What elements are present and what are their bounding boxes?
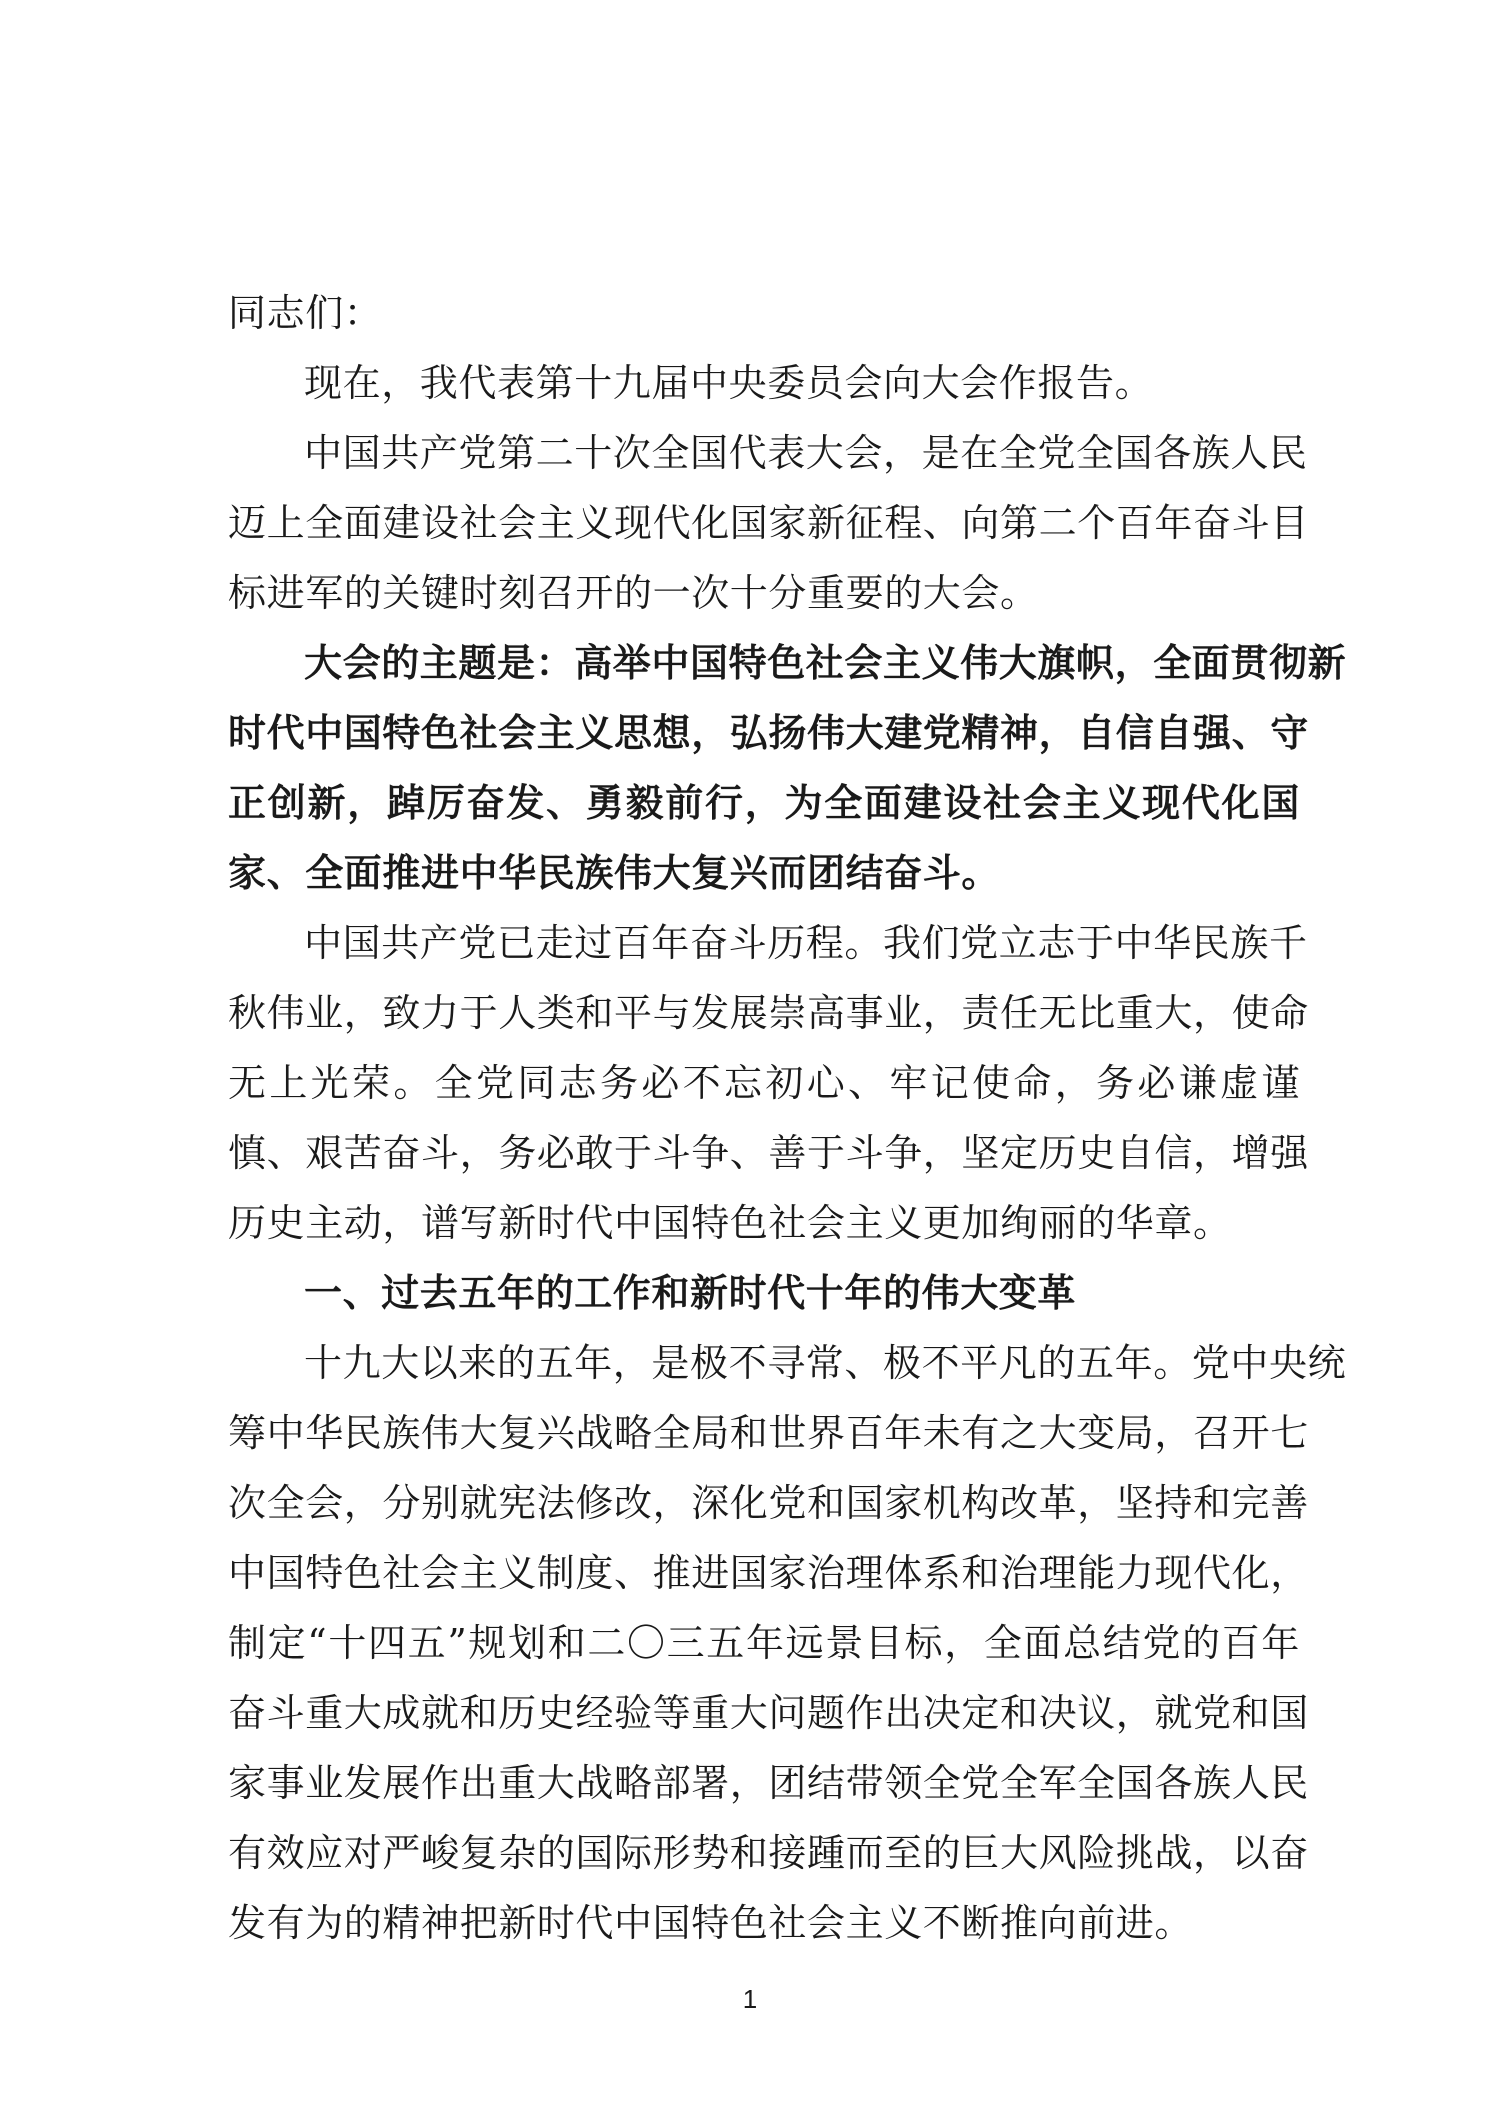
paragraph-line: 发有为的精神把新时代中国特色社会主义不断推向前进。 [228, 1901, 1194, 1945]
paragraph-line: 迈上全面建设社会主义现代化国家新征程、向第二个百年奋斗目 [228, 501, 1309, 545]
paragraph-opening [228, 348, 1300, 418]
page-number: 1 [742, 1984, 758, 2014]
document-body [228, 278, 1347, 1958]
theme-first: 高举中国特色社会主义伟大旗帜，全面贯彻新 [574, 641, 1347, 685]
paragraph-line: 无上光荣。全党同志务必不忘初心、牢记使命，务必谦虚谨 [228, 1061, 1300, 1105]
paragraph-line: 中国共产党已走过百年奋斗历程。我们党立志于中华民族千 [304, 921, 1308, 965]
paragraph-line: 次全会，分别就宪法修改，深化党和国家机构改革，坚持和完善 [228, 1481, 1309, 1525]
paragraph-theme [228, 628, 1347, 908]
paragraph-line: 慎、艰苦奋斗，务必敢于斗争、善于斗争，坚定历史自信，增强 [228, 1131, 1309, 1175]
paragraph-line: 中国特色社会主义制度、推进国家治理体系和治理能力现代化， [228, 1551, 1309, 1595]
paragraph-line: 制定“十四五”规划和二〇三五年远景目标，全面总结党的百年 [228, 1621, 1300, 1665]
greeting: 同志们： [228, 291, 383, 335]
paragraph-line: 正创新，踔厉奋发、勇毅前行，为全面建设社会主义现代化国 [228, 781, 1300, 825]
paragraph-line: 筹中华民族伟大复兴战略全局和世界百年未有之大变局，召开七 [228, 1411, 1309, 1455]
theme-lead: 大会的主题是： [304, 641, 575, 685]
paragraph-line: 有效应对严峻复杂的国际形势和接踵而至的巨大风险挑战，以奋 [228, 1831, 1309, 1875]
paragraph-line: 秋伟业，致力于人类和平与发展崇高事业，责任无比重大，使命 [228, 991, 1309, 1035]
paragraph-line: 家、全面推进中华民族伟大复兴而团结奋斗。 [228, 851, 1001, 895]
paragraph-line: 现在，我代表第十九届中央委员会向大会作报告。 [304, 361, 1154, 405]
paragraph-line: 历史主动，谱写新时代中国特色社会主义更加绚丽的华章。 [228, 1201, 1232, 1245]
paragraph-congress-intro [228, 418, 1309, 628]
paragraph-line: 家事业发展作出重大战略部署，团结带领全党全军全国各族人民 [228, 1761, 1309, 1805]
paragraph-party-history [228, 908, 1309, 1258]
paragraph-line: 标进军的关键时刻召开的一次十分重要的大会。 [228, 571, 1039, 615]
paragraph-line: 十九大以来的五年，是极不寻常、极不平凡的五年。党中央统 [304, 1341, 1347, 1385]
section-heading: 一、过去五年的工作和新时代十年的伟大变革 [304, 1271, 1077, 1315]
paragraph-line [228, 628, 1347, 698]
paragraph-line: 中国共产党第二十次全国代表大会，是在全党全国各族人民 [304, 431, 1308, 475]
paragraph-line: 时代中国特色社会主义思想，弘扬伟大建党精神，自信自强、守 [228, 711, 1309, 755]
paragraph-line: 奋斗重大成就和历史经验等重大问题作出决定和决议，就党和国 [228, 1691, 1309, 1735]
paragraph-five-years [228, 1328, 1347, 1958]
